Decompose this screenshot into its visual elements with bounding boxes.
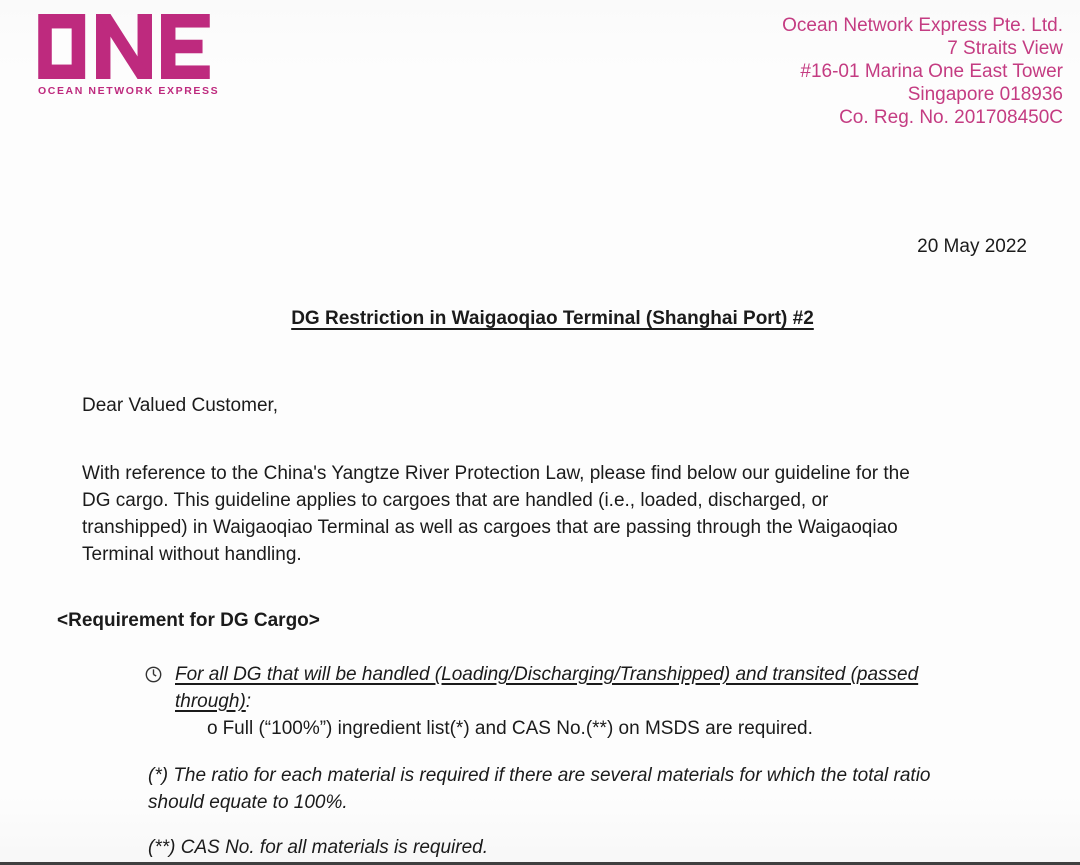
- logo-subtext: OCEAN NETWORK EXPRESS: [38, 85, 220, 97]
- letter-title: DG Restriction in Waigaoqiao Terminal (Shanghai Port) #2: [291, 308, 814, 329]
- clock-icon: [145, 666, 162, 683]
- address-line: 7 Straits View: [947, 38, 1063, 59]
- footnote-double-asterisk: (**) CAS No. for all materials is required.: [148, 837, 488, 858]
- bullet-item: [145, 661, 1020, 715]
- bullet-colon: :: [245, 691, 252, 712]
- letter-date: 20 May 2022: [917, 236, 1027, 257]
- footnote-asterisk: [148, 762, 1020, 816]
- one-logo: [38, 14, 220, 97]
- company-address-block: [782, 14, 1063, 129]
- intro-line: Terminal without handling.: [82, 544, 302, 565]
- letterhead: [0, 0, 1080, 128]
- bullet-underlined-line1: For all DG that will be handled (Loading/Discharging/Transhipped) and transited (passed: [175, 664, 919, 685]
- bullet-underlined-line2: through): [175, 691, 246, 712]
- intro-paragraph: [82, 460, 1040, 568]
- sub-bullet-item: [207, 715, 1040, 742]
- company-reg-no: Co. Reg. No. 201708450C: [839, 107, 1063, 128]
- footnote-line: (*) The ratio for each material is required if there are several materials for which the total ratio: [148, 765, 931, 786]
- salutation: Dear Valued Customer,: [82, 395, 279, 416]
- intro-line: With reference to the China's Yangtze River Protection Law, please find below our guideline for the: [82, 463, 910, 484]
- intro-line: transhipped) in Waigaoqiao Terminal as well as cargoes that are passing through the Waigaoqiao: [82, 517, 898, 538]
- sub-bullet-text: Full (“100%”) ingredient list(*) and CAS No.(**) on MSDS are required.: [222, 718, 813, 739]
- address-line: #16-01 Marina One East Tower: [800, 61, 1063, 82]
- one-logo-letters: [38, 14, 210, 79]
- sub-bullet-marker: o: [207, 718, 218, 739]
- footnote-line: should equate to 100%.: [148, 792, 348, 813]
- intro-line: DG cargo. This guideline applies to cargoes that are handled (i.e., loaded, discharged, or: [82, 490, 829, 511]
- company-name: Ocean Network Express Pte. Ltd.: [782, 15, 1063, 36]
- bullet-text: [175, 661, 918, 715]
- section-heading: <Requirement for DG Cargo>: [57, 610, 320, 631]
- address-line: Singapore 018936: [907, 84, 1063, 105]
